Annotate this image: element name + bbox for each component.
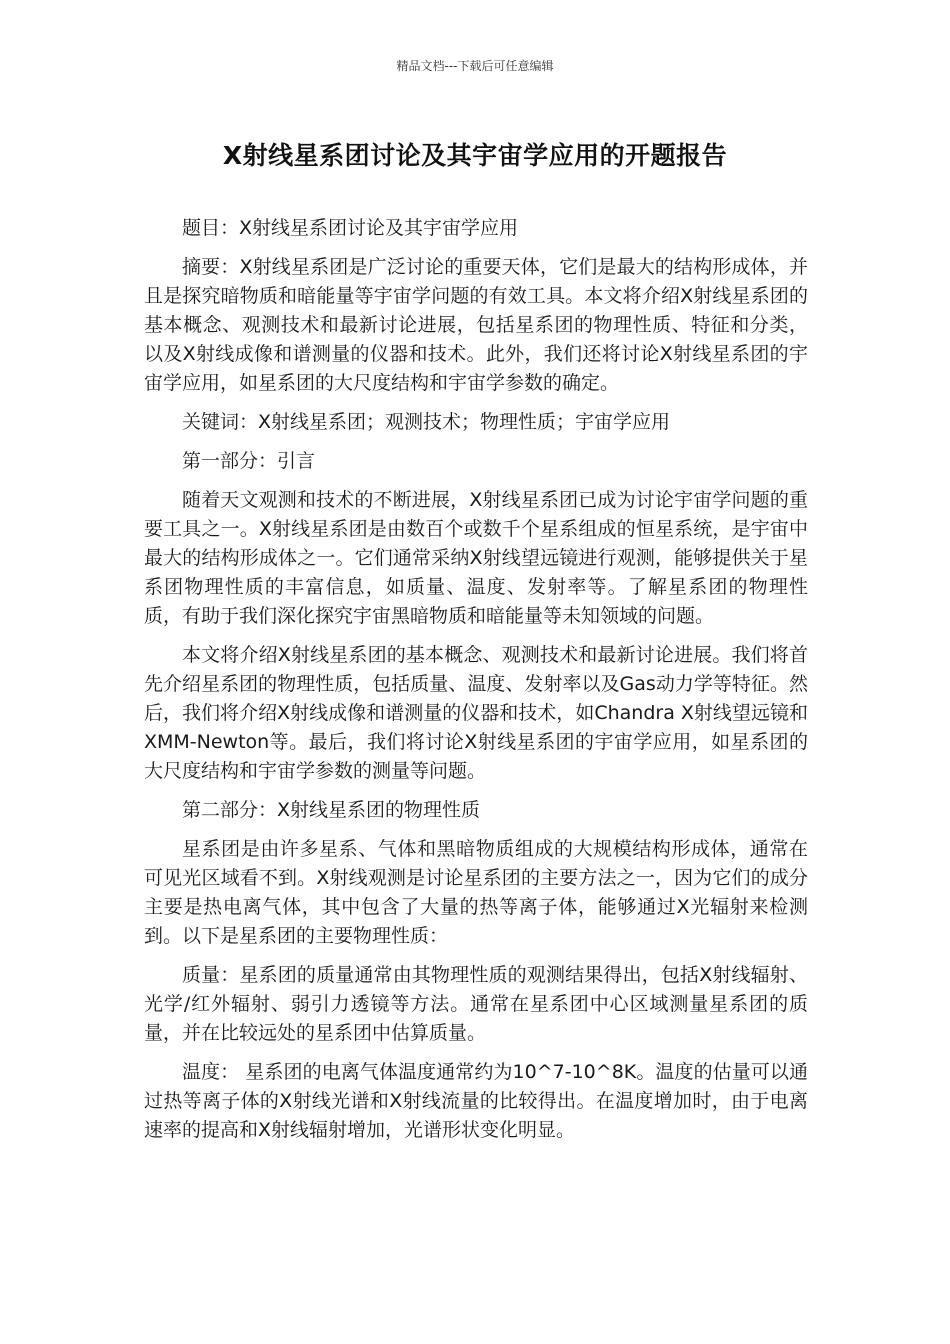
- document-body: [144, 214, 808, 1155]
- paragraph-topic: 题目：X射线星系团讨论及其宇宙学应用: [182, 217, 519, 239]
- paragraph-intro-1: 随着天文观测和技术的不断进展，X射线星系团已成为讨论宇宙学问题的重要工具之一。X射线星系团是由数百个或数千个星系组成的恒星系统，是宇宙中最大的结构形成体之一。它们通常采纳X射线望远镜进行观测，能够提供关于星系团物理性质的丰富信息，如质量、温度、发射率等。了解星系团的物理性质，有助于我们深化探究宇宙黑暗物质和暗能量等未知领域的问题。: [144, 489, 808, 627]
- paragraph-properties-intro: 星系团是由许多星系、气体和黑暗物质组成的大规模结构形成体，通常在可见光区域看不到。X射线观测是讨论星系团的主要方法之一，因为它们的成分主要是热电离气体，其中包含了大量的热等离子体，能够通过X光辐射来检测到。以下是星系团的主要物理性质：: [144, 838, 808, 947]
- paragraph-temperature: 温度： 星系团的电离气体温度通常约为10^7-10^8K。温度的估量可以通过热等离子体的X射线光谱和X射线流量的比较得出。在温度增加时，由于电离速率的提高和X射线辐射增加，光谱形状变化明显。: [144, 1061, 808, 1141]
- header-note: 精品文档---下载后可任意编辑: [396, 59, 554, 73]
- section-heading-part-one: 第一部分：引言: [182, 450, 316, 472]
- section-heading-part-two: 第二部分：X射线星系团的物理性质: [182, 799, 481, 821]
- paragraph-mass: 质量：星系团的质量通常由其物理性质的观测结果得出，包括X射线辐射、光学/红外辐射、弱引力透镜等方法。通常在星系团中心区域测量星系团的质量，并在比较远处的星系团中估算质量。: [144, 964, 808, 1044]
- paragraph-intro-2: 本文将介绍X射线星系团的基本概念、观测技术和最新讨论进展。我们将首先介绍星系团的物理性质，包括质量、温度、发射率以及Gas动力学等特征。然后，我们将介绍X射线成像和谱测量的仪器和技术，如Chandra X射线望远镜和XMM-Newton等。最后，我们将讨论X射线星系团的宇宙学应用，如星系团的大尺度结构和宇宙学参数的测量等问题。: [144, 644, 808, 782]
- paragraph-abstract: 摘要：X射线星系团是广泛讨论的重要天体，它们是最大的结构形成体，并且是探究暗物质和暗能量等宇宙学问题的有效工具。本文将介绍X射线星系团的基本概念、观测技术和最新讨论进展，包括星系团的物理性质、特征和分类，以及X射线成像和谱测量的仪器和技术。此外，我们还将讨论X射线星系团的宇宙学应用，如星系团的大尺度结构和宇宙学参数的确定。: [144, 256, 808, 394]
- document-title: X射线星系团讨论及其宇宙学应用的开题报告: [222, 141, 728, 170]
- paragraph-keywords: 关键词：X射线星系团；观测技术；物理性质；宇宙学应用: [182, 411, 671, 433]
